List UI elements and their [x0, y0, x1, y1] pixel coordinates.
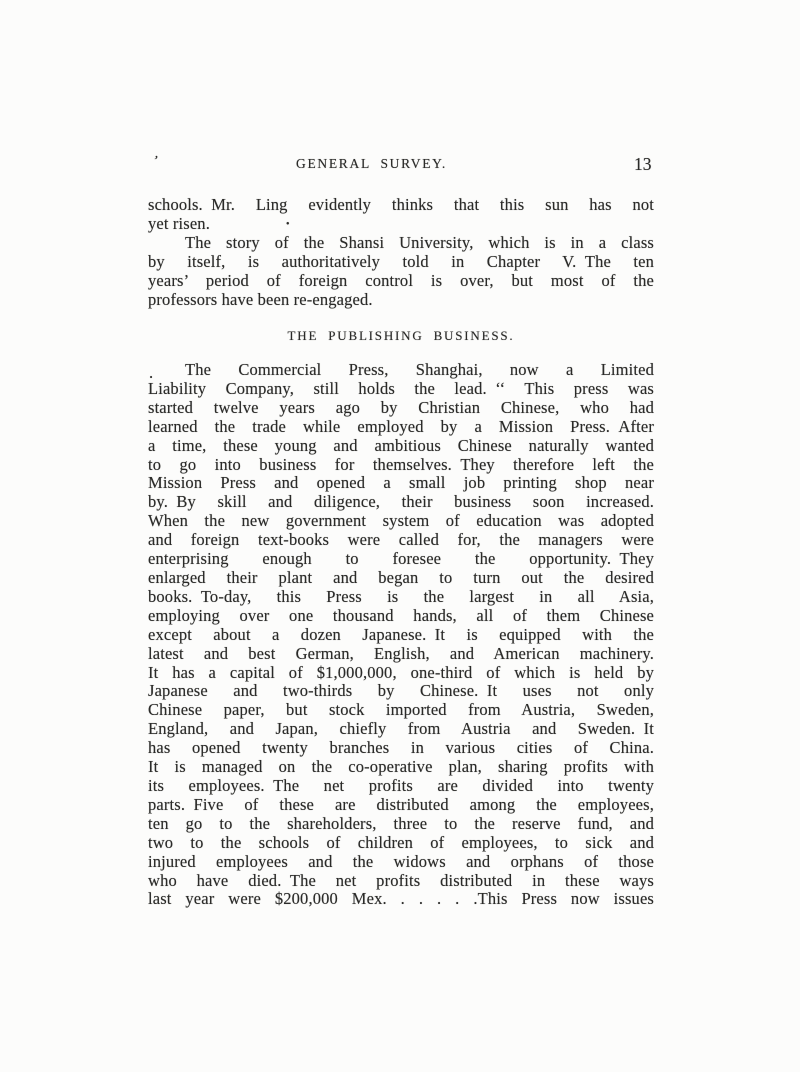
- text-line: enterprising enough to foresee the opportunity. They: [148, 549, 654, 569]
- text-line: who have died. The net profits distributed in these ways: [148, 870, 654, 890]
- text-line: to go into business for themselves. They therefore left the: [148, 454, 654, 474]
- text-line: enlarged their plant and began to turn out the desired: [148, 568, 654, 587]
- text-line: Japanese and two-thirds by Chinese. It uses not only: [148, 681, 654, 701]
- text-line: The story of the Shansi University, which is in a class: [185, 232, 654, 252]
- text-line: It is managed on the co-operative plan, sharing profits with: [148, 757, 654, 777]
- text-line: When the new government system of education was adopted: [148, 511, 654, 531]
- text-line: except about a dozen Japanese. It is equipped with the: [148, 624, 654, 644]
- text-line: latest and best German, English, and American machinery.: [148, 643, 654, 663]
- page-body: [148, 196, 654, 909]
- text-line: ten go to the shareholders, three to the reserve fund, and: [148, 813, 654, 833]
- paragraph-shansi-university: [148, 234, 654, 310]
- text-line: schools. Mr. Ling evidently thinks that this sun has not: [148, 195, 654, 214]
- text-line: years’ period of foreign control is over, but most of the: [148, 270, 654, 290]
- paragraph-commercial-press: [148, 361, 654, 909]
- text-line: learned the trade while employed by a Mission Press. After: [148, 416, 654, 436]
- paragraph-schools: [148, 196, 654, 234]
- text-line: It has a capital of $1,000,000, one-third of which is held by: [148, 662, 654, 682]
- text-line: Mission Press and opened a small job printing shop near: [148, 473, 654, 493]
- page-number: 13: [634, 154, 652, 174]
- text-line: and foreign text-books were called for, the managers were: [148, 530, 654, 550]
- text-line: by. By skill and diligence, their business soon increased.: [148, 492, 654, 512]
- text-line: a time, these young and ambitious Chinese naturally wanted: [148, 435, 654, 455]
- text-line: has opened twenty branches in various cities of China.: [148, 738, 654, 758]
- text-line: its employees. The net profits are divided into twenty: [148, 775, 654, 795]
- text-line: Chinese paper, but stock imported from Austria, Sweden,: [148, 700, 654, 720]
- text-line: injured employees and the widows and orphans of those: [148, 851, 654, 871]
- text-line: two to the schools of children of employees, to sick and: [148, 832, 654, 852]
- text-line: Liability Company, still holds the lead. ‘‘ This press was: [148, 378, 654, 398]
- ink-speck-period: .: [149, 363, 154, 382]
- ink-speck-mark: ’: [151, 153, 160, 170]
- ink-speck-bullet: •: [286, 219, 290, 230]
- text-line: professors have been re-engaged.: [148, 289, 373, 309]
- text-line: England, and Japan, chiefly from Austria and Sweden. It: [148, 719, 654, 739]
- text-line: The Commercial Press, Shanghai, now a Limited: [185, 360, 654, 380]
- text-line: started twelve years ago by Christian Chinese, who had: [148, 397, 654, 417]
- text-line: yet risen.: [148, 213, 210, 233]
- running-title: GENERAL SURVEY.: [296, 156, 447, 171]
- text-line: employing over one thousand hands, all of them Chinese: [148, 605, 654, 625]
- text-line: parts. Five of these are distributed among the employees,: [148, 794, 654, 814]
- text-line: last year were $200,000 Mex. . . . . .This Press now issues: [148, 889, 654, 909]
- text-line: books. To-day, this Press is the largest in all Asia,: [148, 586, 654, 606]
- section-heading: THE PUBLISHING BUSINESS.: [287, 328, 515, 344]
- text-line: by itself, is authoritatively told in Chapter V. The ten: [148, 251, 654, 271]
